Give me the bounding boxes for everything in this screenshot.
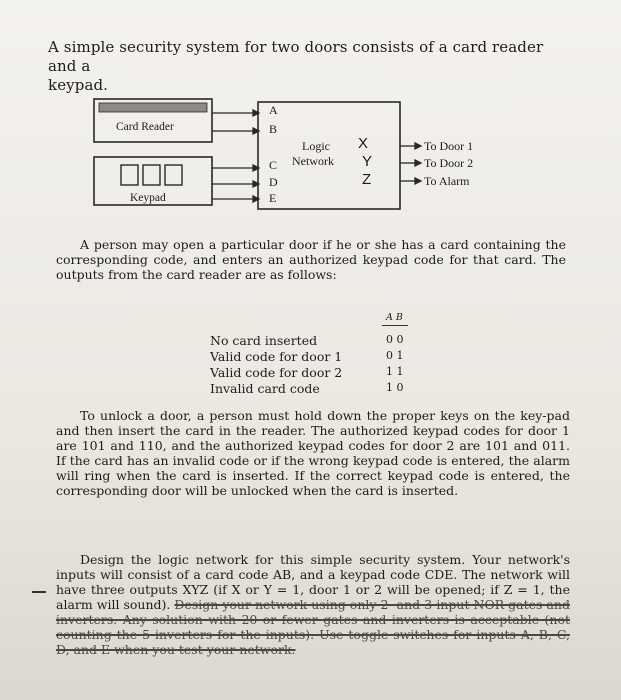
- row-value: 0 0: [386, 333, 404, 346]
- table-header-underline: [382, 325, 408, 326]
- logic-label: Logic: [302, 139, 330, 153]
- network-label: Network: [292, 154, 334, 168]
- table-row: [210, 349, 430, 365]
- paragraph-design-task-text: Design the logic network for this simple security system. Your network's inputs will consist of a card code AB, and a keypad code CDE. The network will have three outputs XYZ (if X or Y = 1, door 1 or 2 will be opened; if Z = 1, the alarm will sound).: [56, 552, 570, 612]
- keypad-label: Keypad: [130, 192, 166, 204]
- output-label-door1: To Door 1: [424, 139, 474, 153]
- table-header-ab: A B: [386, 312, 403, 323]
- keypad-key-1: [121, 165, 138, 185]
- table-row: [210, 381, 430, 397]
- input-label-e: E: [269, 191, 277, 205]
- card-slot: [99, 103, 207, 112]
- input-label-d: D: [269, 175, 278, 189]
- intro-line-2: keypad.: [48, 76, 109, 94]
- card-reader-label: Card Reader: [116, 121, 174, 133]
- table-row: [210, 365, 430, 381]
- row-value: 1 0: [386, 381, 404, 394]
- margin-dash-mark: [32, 591, 46, 593]
- paragraph-design-task: [56, 552, 570, 657]
- table-row: [210, 333, 430, 349]
- keypad-key-2: [143, 165, 160, 185]
- row-value: 1 1: [386, 365, 404, 378]
- row-description: No card inserted: [210, 333, 318, 348]
- row-description: Invalid card code: [210, 381, 320, 396]
- output-var-y: Y: [362, 153, 373, 170]
- intro-line-1: A simple security system for two doors consists of a card reader and a: [48, 38, 544, 75]
- output-label-alarm: To Alarm: [424, 174, 470, 188]
- keypad-key-3: [165, 165, 182, 185]
- output-var-z: Z: [362, 171, 372, 188]
- output-var-x: X: [358, 135, 369, 152]
- input-label-c: C: [269, 158, 278, 172]
- paragraph-access-rules: [56, 237, 566, 282]
- paragraph-keypad-codes: [56, 408, 570, 498]
- row-description: Valid code for door 1: [210, 349, 343, 364]
- input-label-b: B: [269, 122, 278, 136]
- row-description: Valid code for door 2: [210, 365, 343, 380]
- diagram-graphics: [0, 0, 621, 240]
- block-diagram: [0, 0, 621, 240]
- output-label-door2: To Door 2: [424, 156, 474, 170]
- input-label-a: A: [269, 103, 278, 117]
- paragraph-keypad-codes-text: To unlock a door, a person must hold down the proper keys on the key-pad and then insert the card in the reader. The authorized keypad codes for door 1 are 101 and 110, and the authorized keypad codes for door 2 are 101 and 011. If the card has an invalid code or if the wrong keypad code is entered, the alarm will ring when the card is inserted. If the correct keypad code is entered, the corresponding door will be unlocked when the card is inserted.: [56, 408, 570, 498]
- paragraph-access-rules-text: A person may open a particular door if he or she has a card containing the corresponding code, and enters an authorized keypad code for that card. The outputs from the card reader are as follows:: [56, 237, 566, 282]
- paragraph-design-task-struck: Design your network using only 2- and 3-input NOR gates and inverters. Any solution with 20 or fewer gates and inverters is acceptable (not counting the 5 inverters for the inputs). Use toggle switches for inputs A, B, C, D, and E when you test your network.: [56, 597, 570, 657]
- row-value: 0 1: [386, 349, 404, 362]
